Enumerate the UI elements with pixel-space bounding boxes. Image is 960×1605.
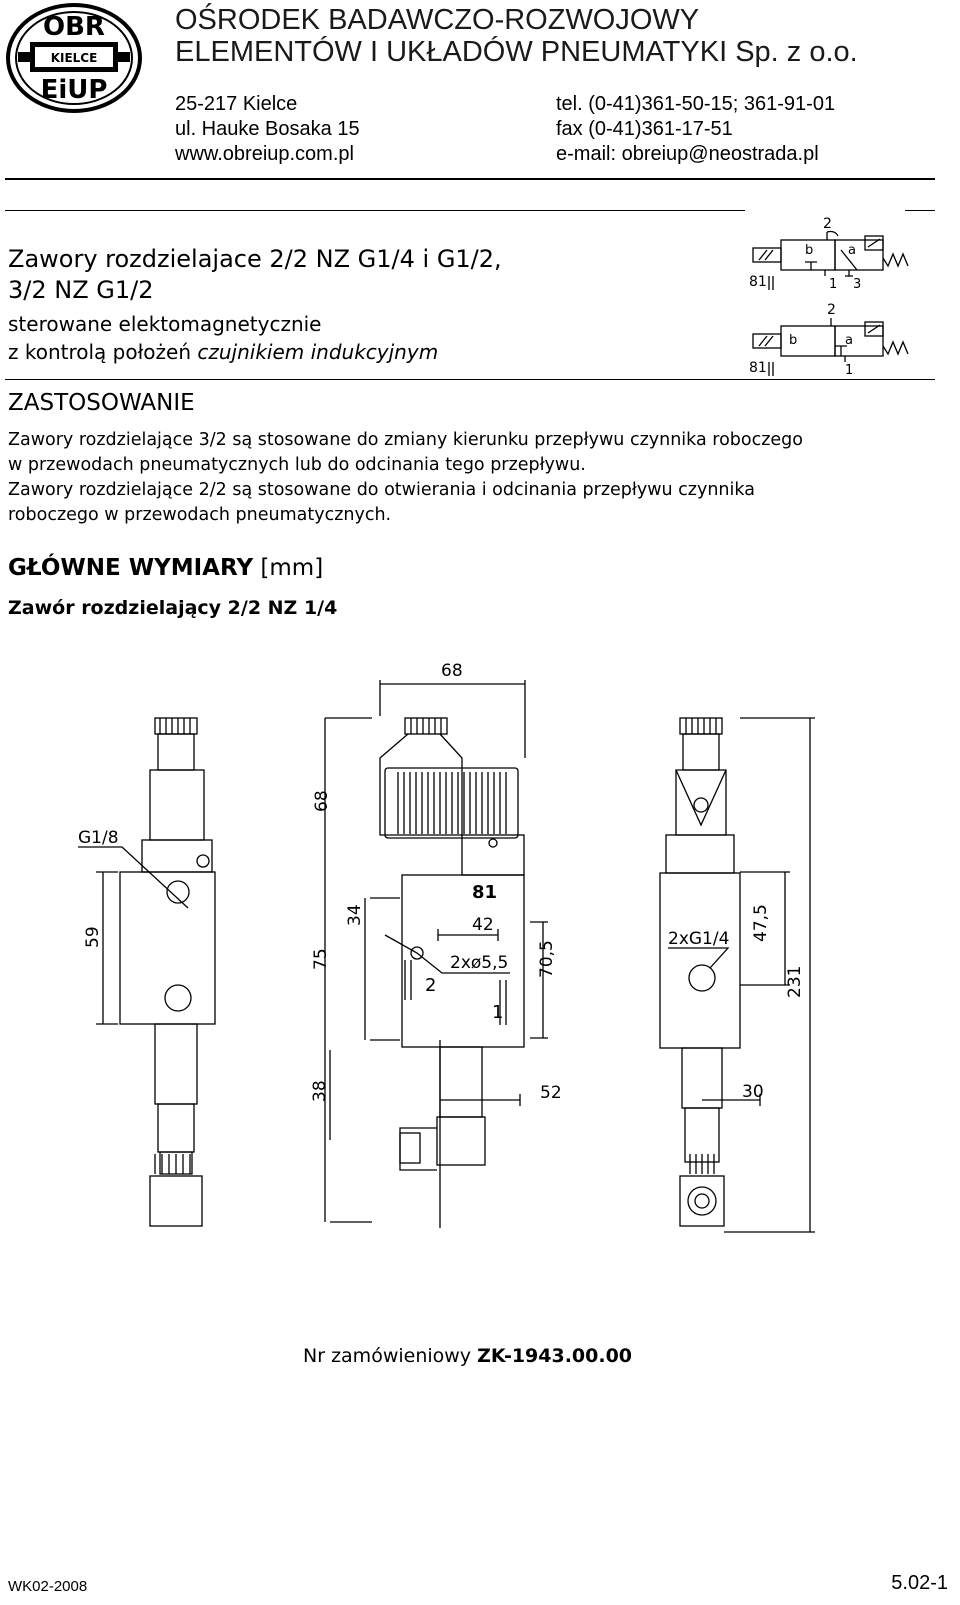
logo-top-text: OBR xyxy=(43,12,105,42)
email-link[interactable]: e-mail: obreiup@neostrada.pl xyxy=(556,143,819,165)
application-heading: ZASTOSOWANIE xyxy=(8,390,195,416)
svg-text:1: 1 xyxy=(845,363,854,378)
svg-text:30: 30 xyxy=(742,1082,764,1102)
view-left xyxy=(78,718,215,1226)
svg-text:2: 2 xyxy=(425,975,437,996)
company-name xyxy=(175,4,858,68)
page-number: 5.02-1 xyxy=(891,1572,948,1594)
svg-text:1: 1 xyxy=(492,1002,504,1023)
product-title: Zawory rozdzielajace 2/2 NZ G1/4 i G1/2, 3/2 NZ G1/2 xyxy=(8,245,502,304)
svg-text:42: 42 xyxy=(472,915,494,935)
company-logo xyxy=(4,2,144,114)
svg-text:b: b xyxy=(789,333,798,348)
application-rule xyxy=(5,379,935,380)
svg-text:81: 81 xyxy=(749,274,767,290)
svg-text:81: 81 xyxy=(472,882,498,903)
order-number: Nr zamówieniowy ZK-1943.00.00 xyxy=(303,1345,633,1367)
view-center xyxy=(310,661,562,1228)
svg-text:a: a xyxy=(848,243,856,258)
address-line: ul. Hauke Bosaka 15 xyxy=(175,118,360,140)
svg-text:68: 68 xyxy=(312,790,332,812)
phone-line: tel. (0-41)361-50-15; 361-91-01 xyxy=(556,93,836,115)
svg-text:2: 2 xyxy=(823,216,832,232)
svg-text:2xø5,5: 2xø5,5 xyxy=(450,953,509,973)
symbol-3-2 xyxy=(749,216,908,292)
svg-text:231: 231 xyxy=(785,965,805,998)
svg-text:2xG1/4: 2xG1/4 xyxy=(668,929,730,949)
company-address xyxy=(175,92,360,167)
svg-text:b: b xyxy=(805,243,814,258)
svg-text:G1/8: G1/8 xyxy=(78,828,119,848)
svg-text:75: 75 xyxy=(311,948,331,970)
technical-drawing xyxy=(0,640,960,1290)
svg-text:38: 38 xyxy=(310,1080,330,1102)
view-right xyxy=(660,718,815,1232)
svg-text:81: 81 xyxy=(749,360,767,376)
svg-text:2: 2 xyxy=(827,302,836,318)
company-line-1: OŚRODEK BADAWCZO-ROZWOJOWY xyxy=(175,4,700,36)
fax-line: fax (0-41)361-17-51 xyxy=(556,118,733,140)
svg-text:47,5: 47,5 xyxy=(751,904,771,942)
svg-text:52: 52 xyxy=(540,1083,562,1103)
valve-symbols xyxy=(745,210,935,380)
symbol-2-2 xyxy=(749,302,908,378)
address-line: 25-217 Kielce xyxy=(175,93,298,115)
svg-text:70,5: 70,5 xyxy=(537,940,557,978)
svg-text:59: 59 xyxy=(83,926,103,948)
logo-bottom-text: EiUP xyxy=(40,75,108,105)
footer-code: WK02-2008 xyxy=(8,1578,88,1595)
title-top-rule xyxy=(5,210,745,211)
svg-text:a: a xyxy=(845,333,853,348)
svg-text:34: 34 xyxy=(345,904,365,926)
svg-text:1: 1 xyxy=(829,277,838,292)
dimensions-heading: GŁÓWNE WYMIARY [mm] xyxy=(8,555,324,581)
website-link[interactable]: www.obreiup.com.pl xyxy=(175,143,354,165)
product-subtitle: sterowane elektomagnetycznie z kontrolą położeń czujnikiem indukcyjnym xyxy=(8,312,439,364)
company-contact xyxy=(556,92,835,167)
svg-text:3: 3 xyxy=(853,277,862,292)
header-divider xyxy=(5,178,935,180)
svg-text:68: 68 xyxy=(441,661,463,681)
application-text: Zawory rozdzielające 3/2 są stosowane do zmiany kierunku przepływu czynnika roboczego w przewodach pneumatycznych lub do odcinania tego przepływu. Zawory rozdzielające 2/2 są stosowane do otwierania i odcinania przepływu czynnika roboczego w przewodach pneumatycznych. xyxy=(8,430,803,525)
variant-title: Zawór rozdzielający 2/2 NZ 1/4 xyxy=(8,597,338,619)
logo-middle-text: KIELCE xyxy=(50,51,98,65)
company-line-2: ELEMENTÓW I UKŁADÓW PNEUMATYKI Sp. z o.o. xyxy=(175,36,858,68)
